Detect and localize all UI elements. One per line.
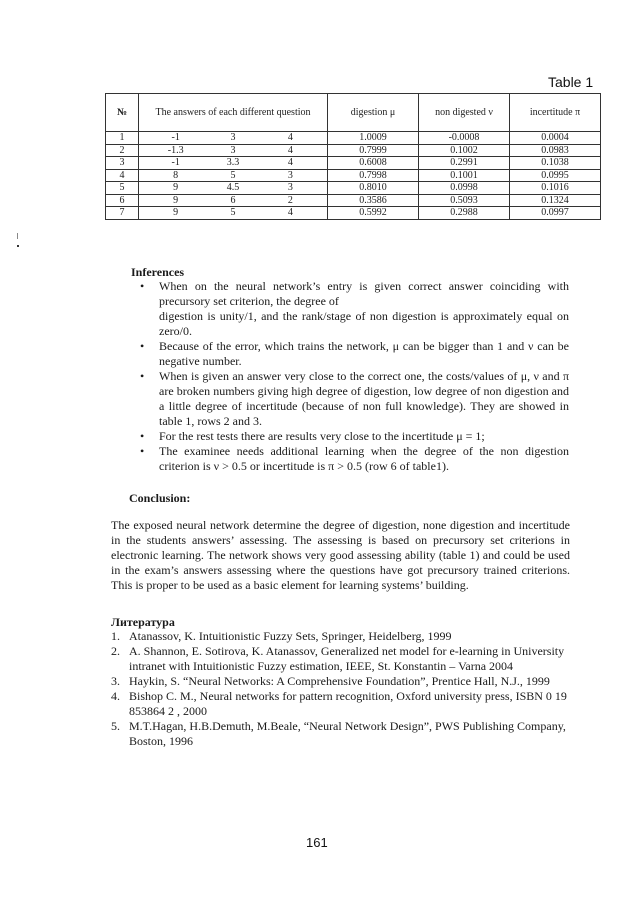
cell-incertitude: 0.0983	[510, 144, 601, 157]
bullet-icon: •	[140, 339, 145, 353]
cell-incertitude: 0.0004	[510, 132, 601, 145]
reference-text: Haykin, S. “Neural Networks: A Comprehensive Foundation”, Prentice Hall, N.J., 1999	[129, 674, 550, 688]
table-row	[106, 157, 601, 170]
references-heading: Литература	[111, 615, 175, 629]
inference-item	[131, 339, 569, 369]
cell-number: 1	[106, 132, 139, 145]
page-number: 161	[306, 835, 328, 850]
references-list	[111, 629, 571, 749]
answer-value: 4	[287, 207, 293, 219]
header-digestion: digestion μ	[328, 94, 419, 132]
conclusion-heading: Conclusion:	[129, 491, 191, 505]
table-row	[106, 207, 601, 220]
answer-value: 9	[173, 207, 179, 219]
answer-value: 9	[173, 194, 179, 206]
cell-answers	[139, 182, 328, 195]
answer-value: 9	[173, 182, 179, 194]
reference-item	[111, 689, 571, 719]
reference-number: 5.	[111, 719, 120, 733]
cell-digestion: 0.7998	[328, 169, 419, 182]
reference-number: 3.	[111, 674, 120, 688]
cell-number: 2	[106, 144, 139, 157]
cell-digestion: 0.7999	[328, 144, 419, 157]
reference-number: 1.	[111, 629, 120, 643]
scan-speck	[17, 233, 18, 239]
cell-non-digested: 0.2991	[419, 157, 510, 170]
inference-text: When is given an answer very close to the correct one, the costs/values of μ, ν and π are broken numbers giving high degree of digestion, low degree of non digestion and a little degree of incertitude (because of non full knowledge). They are showed in table 1, rows 2 and 3.	[159, 369, 569, 428]
cell-incertitude: 0.0997	[510, 207, 601, 220]
reference-item	[111, 674, 571, 689]
inference-text: For the rest tests there are results very close to the incertitude μ = 1;	[159, 429, 485, 443]
header-non-digested: non digested ν	[419, 94, 510, 132]
reference-item	[111, 719, 571, 749]
inference-item	[131, 369, 569, 429]
answer-value: 3	[230, 144, 236, 156]
reference-number: 4.	[111, 689, 120, 703]
answer-value: 3	[287, 182, 293, 194]
answer-value: 4	[287, 157, 293, 169]
bullet-icon: •	[140, 429, 145, 443]
cell-digestion: 0.6008	[328, 157, 419, 170]
cell-non-digested: 0.1001	[419, 169, 510, 182]
reference-item	[111, 629, 571, 644]
reference-text: A. Shannon, E. Sotirova, K. Atanassov, Generalized net model for e-learning in University intranet with Intuitionistic Fuzzy estimation, IEEE, St. Konstantin – Varna 2004	[129, 644, 565, 673]
table-row	[106, 144, 601, 157]
answer-value: 6	[230, 194, 236, 206]
reference-text: Bishop C. M., Neural networks for pattern recognition, Oxford university press, ISBN 0 19 853864 2 , 2000	[129, 689, 567, 718]
cell-number: 5	[106, 182, 139, 195]
cell-non-digested: 0.0998	[419, 182, 510, 195]
cell-digestion: 0.5992	[328, 207, 419, 220]
cell-non-digested: 0.2988	[419, 207, 510, 220]
cell-incertitude: 0.1038	[510, 157, 601, 170]
answer-value: 4	[287, 132, 293, 144]
answer-value: 3	[230, 132, 236, 144]
answer-value: -1	[171, 132, 180, 144]
reference-text: Atanassov, K. Intuitionistic Fuzzy Sets, Springer, Heidelberg, 1999	[129, 629, 452, 643]
answer-value: -1.3	[167, 144, 184, 156]
inferences-list	[131, 279, 569, 474]
reference-text: M.T.Hagan, H.B.Demuth, M.Beale, “Neural Network Design”, PWS Publishing Company, Boston, 1996	[129, 719, 566, 748]
bullet-icon: •	[140, 444, 145, 458]
header-number: №	[106, 94, 139, 132]
bullet-icon: •	[140, 279, 145, 293]
bullet-icon: •	[140, 369, 145, 383]
scan-speck	[17, 245, 19, 247]
answer-value: 4	[287, 144, 293, 156]
cell-digestion: 0.8010	[328, 182, 419, 195]
answer-value: 5	[230, 169, 236, 181]
cell-answers	[139, 194, 328, 207]
inference-text-continuation: digestion is unity/1, and the rank/stage of non digestion is approximately equal on zero/0.	[159, 309, 569, 338]
cell-answers	[139, 132, 328, 145]
inference-text: Because of the error, which trains the network, μ can be bigger than 1 and ν can be negative number.	[159, 339, 569, 368]
table-row	[106, 132, 601, 145]
inference-item	[131, 444, 569, 474]
conclusion-paragraph: The exposed neural network determine the degree of digestion, none digestion and incertitude in the students answers’ assessing. The assessing is based on precursory set criterions in electronic learning. The network shows very good assessing ability (table 1) and could be used in the exam’s answers assessing where the questions have got precursory trained criterions. This is proper to be used as a basic element for learning systems’ building.	[111, 518, 570, 592]
cell-answers	[139, 207, 328, 220]
cell-incertitude: 0.0995	[510, 169, 601, 182]
cell-incertitude: 0.1016	[510, 182, 601, 195]
inference-item	[131, 429, 569, 444]
inference-item	[131, 279, 569, 339]
cell-answers	[139, 144, 328, 157]
answer-value: 8	[173, 169, 179, 181]
inference-text: When on the neural network’s entry is given correct answer coinciding with precursory set criterion, the degree of	[159, 279, 569, 308]
inferences-heading: Inferences	[131, 265, 185, 279]
cell-number: 7	[106, 207, 139, 220]
results-table	[105, 93, 601, 220]
answer-value: 3	[287, 169, 293, 181]
cell-digestion: 0.3586	[328, 194, 419, 207]
cell-non-digested: 0.1002	[419, 144, 510, 157]
cell-answers	[139, 157, 328, 170]
answer-value: 2	[287, 194, 293, 206]
answer-value: 3.3	[226, 157, 240, 169]
table-caption: Table 1	[548, 74, 594, 90]
reference-item	[111, 644, 571, 674]
answer-value: 5	[230, 207, 236, 219]
header-answers: The answers of each different question	[139, 94, 328, 132]
cell-number: 6	[106, 194, 139, 207]
table-row	[106, 169, 601, 182]
table-row	[106, 194, 601, 207]
cell-non-digested: 0.5093	[419, 194, 510, 207]
header-incertitude: incertitude π	[510, 94, 601, 132]
cell-number: 4	[106, 169, 139, 182]
table-row	[106, 182, 601, 195]
cell-digestion: 1.0009	[328, 132, 419, 145]
reference-number: 2.	[111, 644, 120, 658]
answer-value: -1	[171, 157, 180, 169]
cell-number: 3	[106, 157, 139, 170]
inference-text: The examinee needs additional learning when the degree of the non digestion criterion is ν > 0.5 or incertitude is π > 0.5 (row 6 of table1).	[159, 444, 569, 473]
table-header-row	[106, 94, 601, 132]
cell-incertitude: 0.1324	[510, 194, 601, 207]
answer-value: 4.5	[226, 182, 240, 194]
cell-answers	[139, 169, 328, 182]
cell-non-digested: -0.0008	[419, 132, 510, 145]
